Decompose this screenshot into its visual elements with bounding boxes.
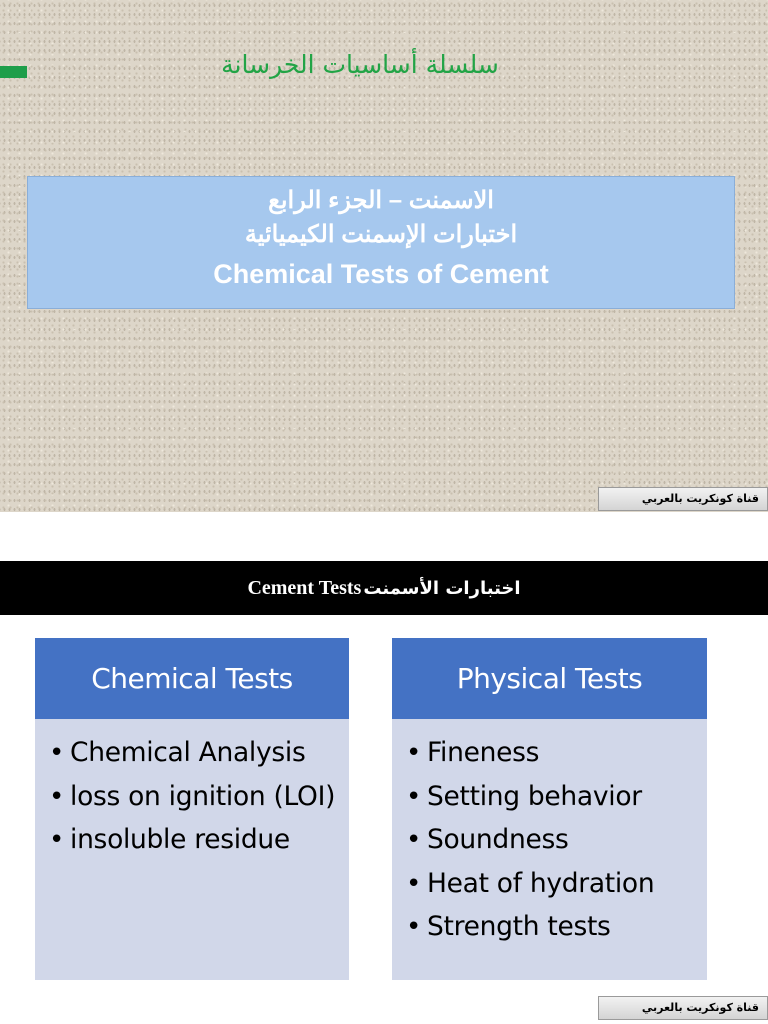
chemical-tests-title: Chemical Tests [35,638,349,719]
title-arabic-subject: اختبارات الإسمنت الكيميائية [244,221,518,248]
title-box [27,176,735,309]
title-arabic-part: الاسمنت – الجزء الرابع [268,187,494,214]
list-item: • Soundness [406,822,699,858]
chemical-tests-list [35,719,349,858]
slide2-header [0,561,768,615]
physical-tests-title: Physical Tests [392,638,707,719]
title-english: Chemical Tests of Cement [213,259,549,289]
list-item: • Heat of hydration [406,866,699,902]
header-arabic: اختبارات الأسمنت [363,577,521,599]
green-marker [0,66,27,78]
physical-tests-list [392,719,707,945]
series-title: سلسلة أساسيات الخرسانة [221,50,499,79]
list-item: • Setting behavior [406,779,699,815]
list-item: • loss on ignition (LOI) [49,779,341,815]
list-item: • Fineness [406,735,699,771]
channel-tag: قناة كونكريت بالعربي [598,996,768,1020]
list-item: • Strength tests [406,909,699,945]
physical-tests-card [392,638,707,980]
channel-tag: قناة كونكريت بالعربي [598,487,768,511]
list-item: • Chemical Analysis [49,735,341,771]
list-item: • insoluble residue [49,822,341,858]
chemical-tests-card [35,638,349,980]
header-english: Cement Tests [247,576,362,599]
